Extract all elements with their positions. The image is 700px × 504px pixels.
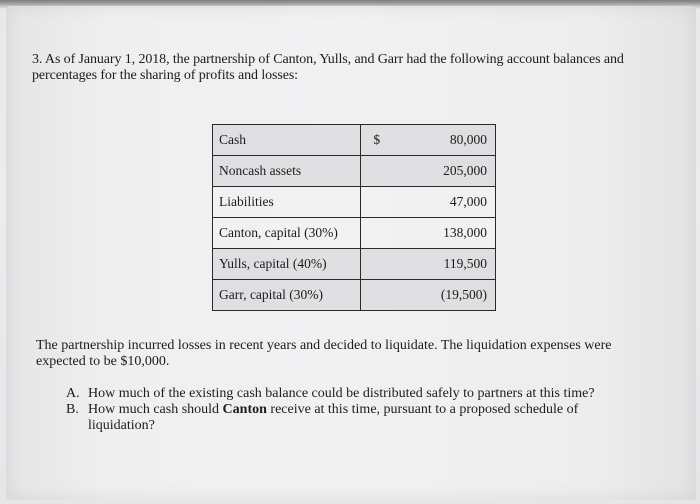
row-label: Liabilities [213,187,361,218]
sub-question-marker: A. [66,386,80,401]
sub-question-a [66,386,626,402]
account-balances-table [212,124,496,311]
table-row [213,125,496,156]
question-intro: 3. As of January 1, 2018, the partnership of Canton, Yulls, and Garr had the following account balances and percentages for the sharing of profits and losses: [32,52,624,83]
sub-question-text-part: How much cash should [88,402,223,417]
row-value: (19,500) [361,280,496,311]
row-label: Noncash assets [213,156,361,187]
sub-question-text [88,386,626,402]
table-row [213,280,496,311]
table-row [213,187,496,218]
sub-question-text-part: How much of the existing cash balance could be distributed safely to partners at this time? [88,386,595,401]
sub-question-b [66,402,626,434]
sub-question-emphasis: Canton [222,402,267,417]
sub-question-text [88,402,626,434]
row-label: Garr, capital (30%) [213,280,361,311]
row-value [361,125,496,156]
table-row [213,249,496,280]
row-value-amount: 80,000 [449,132,487,147]
row-label: Canton, capital (30%) [213,218,361,249]
table-row [213,156,496,187]
sub-question-marker: B. [66,402,79,417]
table-row [213,218,496,249]
currency-symbol: $ [373,132,381,147]
row-label: Yulls, capital (40%) [213,249,361,280]
row-value: 205,000 [361,156,496,187]
sub-question-text-part: receive at this time, pursuant to a proposed schedule of liquidation? [88,402,579,433]
question-context: The partnership incurred losses in recent years and decided to liquidate. The liquidation expenses were expected to be $10,000. [36,338,612,369]
row-value: 119,500 [361,249,496,280]
sub-questions-list [66,386,626,434]
row-label: Cash [213,125,361,156]
row-value: 138,000 [361,218,496,249]
row-value: 47,000 [361,187,496,218]
